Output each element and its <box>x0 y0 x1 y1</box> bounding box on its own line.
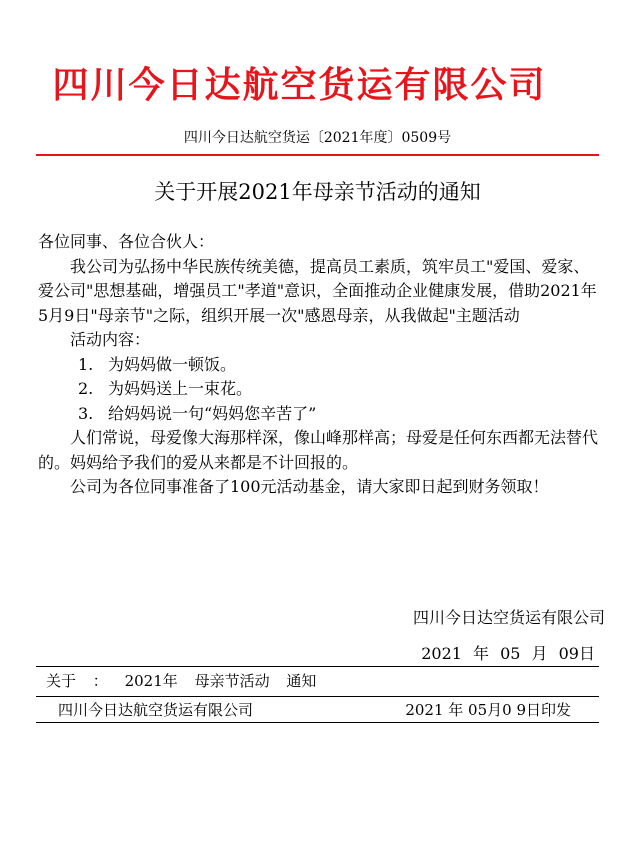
list-number: 1. <box>78 354 94 374</box>
document-number: 四川今日达航空货运〔2021年度〕0509号 <box>183 130 452 146</box>
footer-subject-label: 关于 <box>46 672 77 690</box>
notice-body <box>38 230 604 500</box>
footer-subject <box>46 670 328 692</box>
signature-date: 2021 年 05 月 09日 <box>421 644 595 663</box>
signature-company: 四川今日达空货运有限公司 <box>412 608 605 627</box>
list-item <box>38 402 604 427</box>
paragraph-fund: 公司为各位同事准备了100元活动基金，请大家即日起到财务领取！ <box>70 477 549 496</box>
footer-subject-suffix: 通知 <box>286 672 317 690</box>
footer-subject-separator: ： <box>92 672 108 690</box>
footer-print-date: 2021 年 05月0 9日印发 <box>405 701 571 719</box>
list-text: 给妈妈说一句“妈妈您辛苦了” <box>108 403 317 423</box>
greeting: 各位同事、各位合伙人： <box>38 232 215 251</box>
list-number: 3. <box>78 403 94 423</box>
list-item <box>38 377 604 402</box>
footer-subject-year: 2021年 <box>124 672 178 690</box>
footer-top-rule <box>36 666 599 667</box>
footer-subject-topic: 母亲节活动 <box>194 672 270 690</box>
red-divider <box>36 154 599 156</box>
list-text: 为妈妈送上一束花。 <box>108 379 253 398</box>
footer-bottom-rule <box>36 722 599 723</box>
paragraph-mother-love: 人们常说，母爱像大海那样深，像山峰那样高；母爱是任何东西都无法替代的。妈妈给予我们的爱从来都是不计回报的。 <box>38 428 599 472</box>
signature-block <box>413 606 605 666</box>
list-number: 2. <box>78 379 94 398</box>
list-item <box>38 353 604 378</box>
footer-middle-rule <box>36 696 599 697</box>
company-title: 四川今日达航空货运有限公司 <box>52 65 547 106</box>
notice-title: 关于开展2021年母亲节活动的通知 <box>154 180 481 204</box>
list-text: 为妈妈做一顿饭。 <box>108 354 237 374</box>
paragraph-intro: 我公司为弘扬中华民族传统美德，提高员工素质，筑牢员工"爱国、爱家、爱公司"思想基础，增强员工"孝道"意识，全面推动企业健康发展，借助2021年5月9日"母亲节"之际，组织开展一次"感恩母亲，从我做起"主题活动 <box>38 256 597 325</box>
footer-issuer: 四川今日达航空货运有限公司 <box>58 701 254 719</box>
activity-label: 活动内容： <box>70 330 151 349</box>
